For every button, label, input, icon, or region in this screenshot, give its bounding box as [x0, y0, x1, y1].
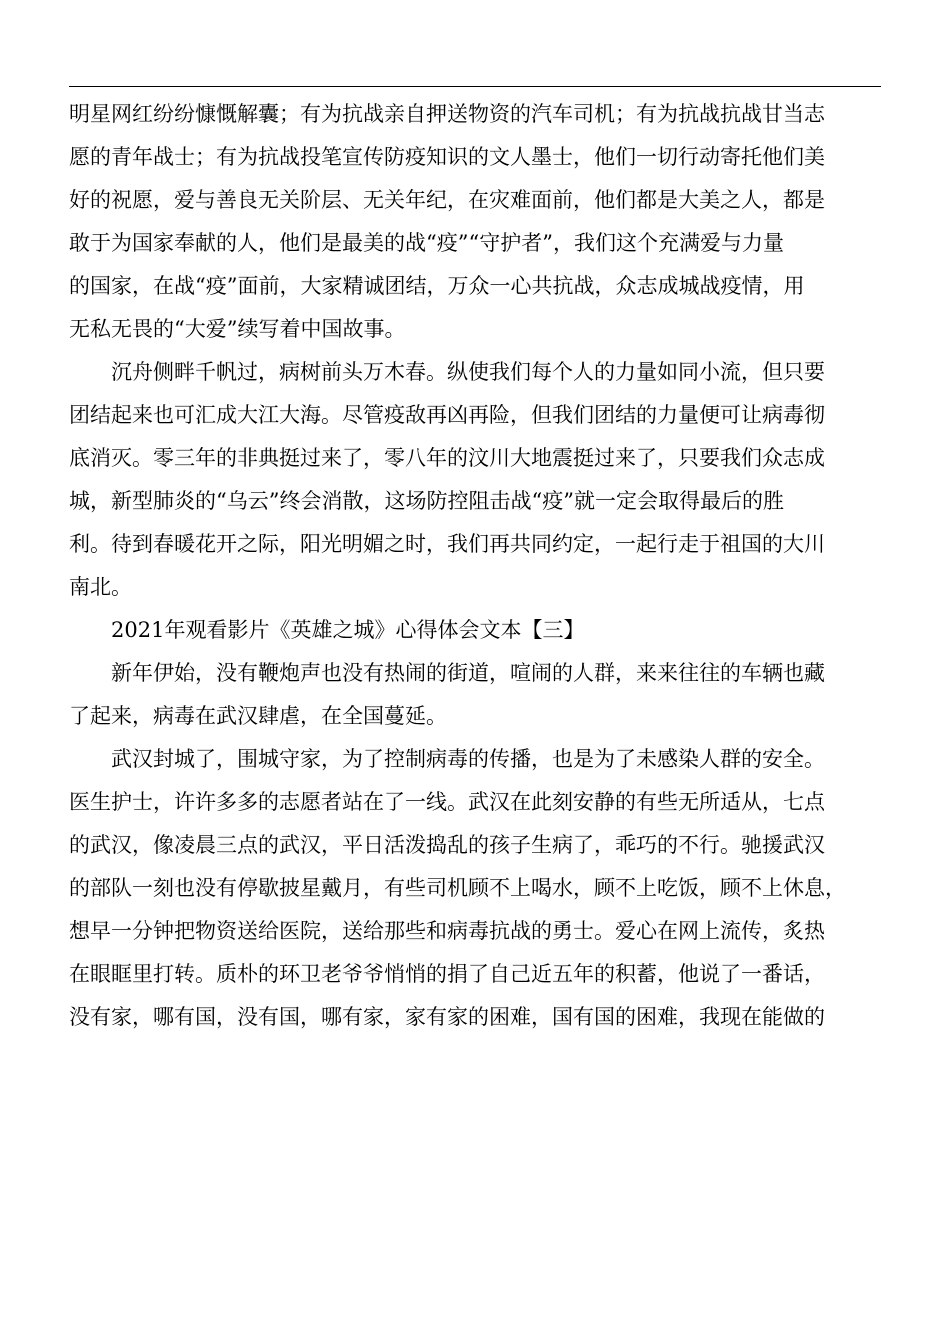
- text-line: 没有家，哪有国，没有国，哪有家，家有家的困难，国有国的困难，我现在能做的: [69, 1005, 825, 1029]
- text-line: 敢于为国家奉献的人，他们是最美的战“疫”“守护者”，我们这个充满爱与力量: [69, 231, 784, 255]
- text-line: 在眼眶里打转。质朴的环卫老爷爷悄悄的捐了自己近五年的积蓄，他说了一番话，: [69, 962, 825, 986]
- text-line: 明星网红纷纷慷慨解囊；有为抗战亲自押送物资的汽车司机；有为抗战抗战甘当志: [69, 102, 825, 126]
- text-line: 想早一分钟把物资送给医院，送给那些和病毒抗战的勇士。爱心在网上流传，炙热: [69, 919, 825, 943]
- text-line: 医生护士，许许多多的志愿者站在了一线。武汉在此刻安静的有些无所适从，七点: [69, 790, 825, 814]
- text-line: 团结起来也可汇成大江大海。尽管疫敌再凶再险，但我们团结的力量便可让病毒彻: [69, 403, 825, 427]
- text-line: 武汉封城了，围城守家，为了控制病毒的传播，也是为了未感染人群的安全。: [111, 747, 825, 771]
- header-rule: [69, 86, 881, 87]
- text-line: 利。待到春暖花开之际，阳光明媚之时，我们再共同约定，一起行走于祖国的大川: [69, 532, 825, 556]
- text-line: 好的祝愿，爱与善良无关阶层、无关年纪，在灾难面前，他们都是大美之人，都是: [69, 188, 825, 212]
- text-line: 愿的青年战士；有为抗战投笔宣传防疫知识的文人墨士，他们一切行动寄托他们美: [69, 145, 825, 169]
- text-line: 无私无畏的“大爱”续写着中国故事。: [69, 317, 406, 341]
- text-line: 城，新型肺炎的“乌云”终会消散，这场防控阻击战“疫”就一定会取得最后的胜: [69, 489, 784, 513]
- text-line: 底消灭。零三年的非典挺过来了，零八年的汶川大地震挺过来了，只要我们众志成: [69, 446, 825, 470]
- text-line: 沉舟侧畔千帆过，病树前头万木春。纵使我们每个人的力量如同小流，但只要: [111, 360, 825, 384]
- section-heading: 2021年观看影片《英雄之城》心得体会文本【三】: [111, 618, 585, 642]
- text-line: 南北。: [69, 575, 132, 599]
- text-line: 的国家，在战“疫”面前，大家精诚团结，万众一心共抗战，众志成城战疫情，用: [69, 274, 805, 298]
- text-line: 的部队一刻也没有停歇披星戴月，有些司机顾不上喝水，顾不上吃饭，顾不上休息，: [69, 876, 846, 900]
- text-line: 的武汉，像凌晨三点的武汉，平日活泼捣乱的孩子生病了，乖巧的不行。驰援武汉: [69, 833, 825, 857]
- text-line: 了起来，病毒在武汉肆虐，在全国蔓延。: [69, 704, 447, 728]
- text-line: 新年伊始，没有鞭炮声也没有热闹的街道，喧闹的人群，来来往往的车辆也藏: [111, 661, 825, 685]
